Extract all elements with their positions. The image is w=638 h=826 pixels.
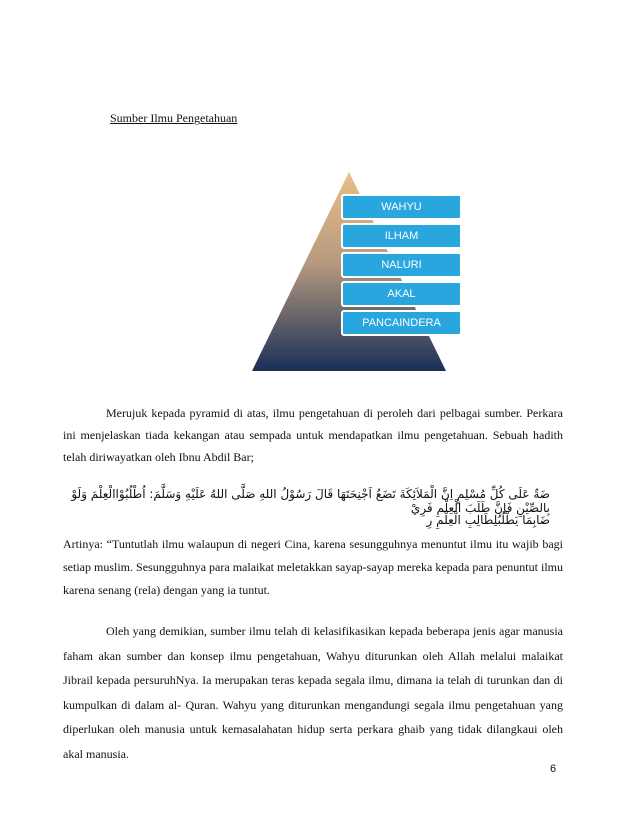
pyramid-layer-pancaindera: PANCAINDERA	[341, 310, 462, 336]
pyramid-layer-naluri: NALURI	[341, 252, 462, 278]
pyramid-layer-ilham: ILHAM	[341, 223, 462, 249]
page-number: 6	[550, 763, 557, 775]
paragraph-1: Merujuk kepada pyramid di atas, ilmu pengetahuan di peroleh dari pelbagai sumber. Perkara ini menjelaskan tiada kekangan atau sempada untuk mendapatkan ilmu pengetahuan. Sebuah hadith telah diriwayatkan oleh Ibnu Abdil Bar;	[63, 406, 563, 464]
paragraph-translation: Artinya: “Tuntutlah ilmu walaupun di negeri Cina, karena sesungguhnya menuntut ilmu itu wajib bagi setiap muslim. Sesungguhnya para malaikat meletakkan sayap-sayap mereka kepada para penuntut ilmu karena senang (rela) dengan yang ia tuntut.	[63, 537, 563, 597]
arabic-hadith-line-2: ضَابِمَا يَطْلُبُلِطَالِبِ الْعِلْمِ رِ	[426, 513, 550, 527]
paragraph-3: Oleh yang demikian, sumber ilmu telah di kelasifikasikan kepada beberapa jenis agar manusia faham akan sumber dan konsep ilmu pengetahuan, Wahyu diturunkan oleh Allah melalui malaikat Jibrail kepada persuruhNya. Ia merupakan teras kepada segala ilmu, dimana ia telah di turunkan dan di kumpulkan di dalam al- Quran. Wahyu yang diturunkan mengandungi segala ilmu pengetahuan yang diperlukan oleh manusia untuk kemasalahatan hidup serta perkara ghaib yang tidak dilangkaui oleh akal manusia.	[63, 624, 563, 761]
pyramid-layer-wahyu: WAHYU	[341, 194, 462, 220]
pyramid-layer-akal: AKAL	[341, 281, 462, 307]
arabic-hadith-line-1: ضَةٌ عَلَى كُلِّ مُسْلِمٍ اِنَّ الْمَلاَئِكَةَ تَضَعُ اَجْنِحَتَهَا قَالَ رَسُوْلُ اللهِ صَلَّى اللهُ عَلَيْهِ وَسَلَّمَ: اُطْلُبُوْاالْعِلْمَ وَلَوْ بِالصِّيْنِ فَاِنَّ طَلَبَ الْعِلْمِ فَرِيْ	[71, 487, 550, 515]
pyramid-diagram	[0, 0, 638, 380]
section-heading: Sumber Ilmu Pengetahuan	[110, 111, 238, 125]
